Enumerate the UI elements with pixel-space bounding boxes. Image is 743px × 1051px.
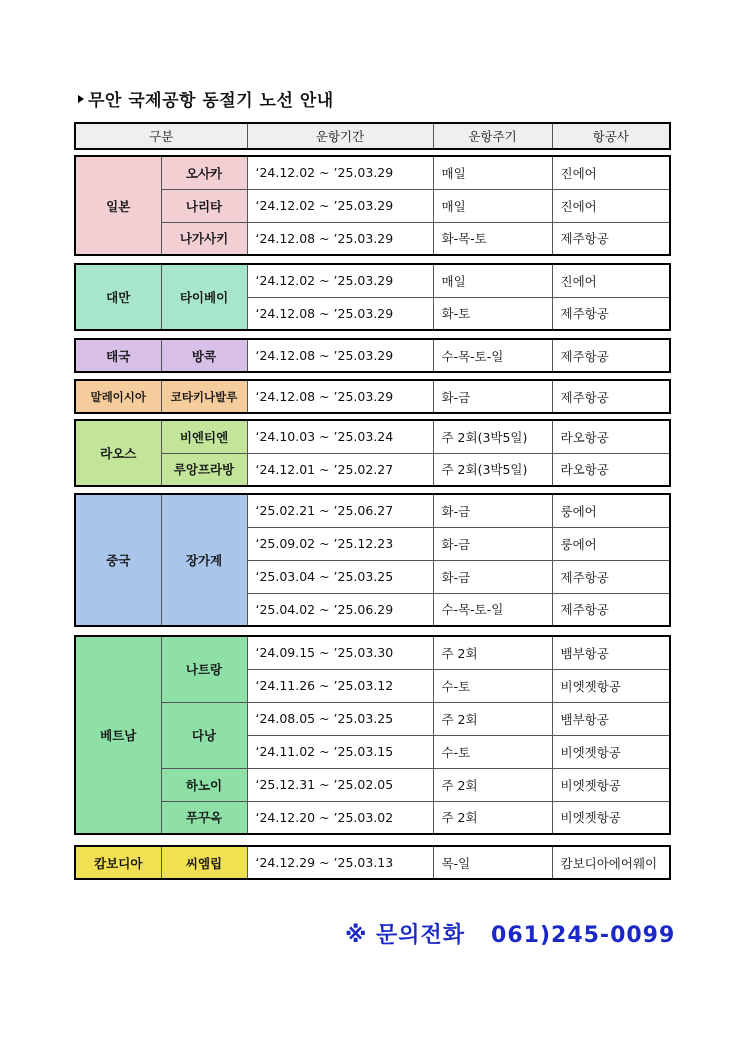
frequency-cell: 화-금 <box>433 527 552 560</box>
table-row <box>75 339 670 372</box>
frequency-cell: 화-금 <box>433 380 552 413</box>
country-cell: 캄보디아 <box>75 846 161 879</box>
airline-cell: 캄보디아에어웨이 <box>552 846 670 879</box>
city-cell: 하노이 <box>161 768 247 801</box>
city-cell: 코타키나발루 <box>161 380 247 413</box>
period-cell: ‘24.12.08 ~ ’25.03.29 <box>247 222 433 255</box>
frequency-cell: 화-금 <box>433 494 552 527</box>
frequency-cell: 수-목-토-일 <box>433 593 552 626</box>
frequency-cell: 매일 <box>433 264 552 297</box>
airline-cell: 제주항공 <box>552 380 670 413</box>
route-group-taiwan <box>74 263 671 331</box>
period-cell: ‘24.10.03 ~ ’25.03.24 <box>247 420 433 453</box>
route-group-japan <box>74 155 671 256</box>
period-cell: ‘24.12.08 ~ ’25.03.29 <box>247 339 433 372</box>
route-group-laos <box>74 419 671 487</box>
frequency-cell: 목-일 <box>433 846 552 879</box>
route-group-thailand <box>74 338 671 373</box>
airline-cell: 제주항공 <box>552 339 670 372</box>
city-cell: 장가계 <box>161 494 247 626</box>
period-cell: ‘25.09.02 ~ ’25.12.23 <box>247 527 433 560</box>
airline-cell: 진에어 <box>552 189 670 222</box>
city-cell: 나가사키 <box>161 222 247 255</box>
route-group-china <box>74 493 671 627</box>
frequency-cell: 주 2회(3박5일) <box>433 420 552 453</box>
frequency-cell: 화-토 <box>433 297 552 330</box>
period-cell: ‘24.12.08 ~ ’25.03.29 <box>247 297 433 330</box>
route-group-malaysia <box>74 379 671 414</box>
frequency-cell: 수-토 <box>433 735 552 768</box>
frequency-cell: 주 2회 <box>433 702 552 735</box>
period-cell: ‘24.12.29 ~ ’25.03.13 <box>247 846 433 879</box>
frequency-cell: 주 2회 <box>433 768 552 801</box>
header-period: 운항기간 <box>247 123 433 149</box>
country-cell: 중국 <box>75 494 161 626</box>
airline-cell: 뱀부항공 <box>552 636 670 669</box>
city-cell: 다낭 <box>161 702 247 768</box>
city-cell: 나트랑 <box>161 636 247 702</box>
table-row <box>75 156 670 189</box>
airline-cell: 진에어 <box>552 264 670 297</box>
airline-cell: 비엣젯항공 <box>552 669 670 702</box>
table-row <box>75 846 670 879</box>
table-row <box>75 420 670 453</box>
period-cell: ‘24.09.15 ~ ’25.03.30 <box>247 636 433 669</box>
period-cell: ‘25.12.31 ~ ’25.02.05 <box>247 768 433 801</box>
period-cell: ‘24.11.02 ~ ’25.03.15 <box>247 735 433 768</box>
period-cell: ‘25.03.04 ~ ’25.03.25 <box>247 560 433 593</box>
city-cell: 씨엠립 <box>161 846 247 879</box>
page-title: 무안 국제공항 동절기 노선 안내 <box>78 86 334 111</box>
frequency-cell: 수-토 <box>433 669 552 702</box>
table-row <box>75 453 670 486</box>
airline-cell: 비엣젯항공 <box>552 735 670 768</box>
country-cell: 일본 <box>75 156 161 255</box>
airline-cell: 뱀부항공 <box>552 702 670 735</box>
airline-cell: 제주항공 <box>552 222 670 255</box>
table-row <box>75 636 670 669</box>
period-cell: ‘24.12.08 ~ ’25.03.29 <box>247 380 433 413</box>
frequency-cell: 화-목-토 <box>433 222 552 255</box>
contact-phone: ※ 문의전화 061)245-0099 <box>345 923 676 948</box>
period-cell: ‘24.12.02 ~ ’25.03.29 <box>247 264 433 297</box>
period-cell: ‘24.08.05 ~ ’25.03.25 <box>247 702 433 735</box>
period-cell: ‘24.11.26 ~ ’25.03.12 <box>247 669 433 702</box>
table-row <box>75 189 670 222</box>
period-cell: ‘24.12.01 ~ ’25.02.27 <box>247 453 433 486</box>
header-category: 구분 <box>75 123 247 149</box>
airline-cell: 진에어 <box>552 156 670 189</box>
airline-cell: 비엣젯항공 <box>552 768 670 801</box>
frequency-cell: 주 2회 <box>433 636 552 669</box>
airline-cell: 제주항공 <box>552 560 670 593</box>
route-group-vietnam <box>74 635 671 835</box>
airline-cell: 제주항공 <box>552 593 670 626</box>
frequency-cell: 매일 <box>433 156 552 189</box>
country-cell: 말레이시아 <box>75 380 161 413</box>
airline-cell: 라오항공 <box>552 453 670 486</box>
country-cell: 태국 <box>75 339 161 372</box>
period-cell: ‘25.04.02 ~ ’25.06.29 <box>247 593 433 626</box>
header-airline: 항공사 <box>552 123 670 149</box>
triangle-bullet-icon <box>78 95 84 103</box>
table-row <box>75 380 670 413</box>
city-cell: 나리타 <box>161 189 247 222</box>
table-row <box>75 222 670 255</box>
airline-cell: 비엣젯항공 <box>552 801 670 834</box>
frequency-cell: 수-목-토-일 <box>433 339 552 372</box>
table-header <box>74 122 671 150</box>
frequency-cell: 화-금 <box>433 560 552 593</box>
city-cell: 방콕 <box>161 339 247 372</box>
city-cell: 루앙프라방 <box>161 453 247 486</box>
period-cell: ‘24.12.20 ~ ’25.03.02 <box>247 801 433 834</box>
frequency-cell: 매일 <box>433 189 552 222</box>
city-cell: 푸꾸옥 <box>161 801 247 834</box>
table-row <box>75 768 670 801</box>
table-row <box>75 702 670 735</box>
airline-cell: 라오항공 <box>552 420 670 453</box>
table-row <box>75 494 670 527</box>
route-group-cambodia <box>74 845 671 880</box>
period-cell: ‘24.12.02 ~ ’25.03.29 <box>247 156 433 189</box>
country-cell: 라오스 <box>75 420 161 486</box>
airline-cell: 제주항공 <box>552 297 670 330</box>
country-cell: 대만 <box>75 264 161 330</box>
header-frequency: 운항주기 <box>433 123 552 149</box>
city-cell: 비엔티엔 <box>161 420 247 453</box>
table-row <box>75 801 670 834</box>
airline-cell: 룽에어 <box>552 494 670 527</box>
period-cell: ‘24.12.02 ~ ’25.03.29 <box>247 189 433 222</box>
period-cell: ‘25.02.21 ~ ’25.06.27 <box>247 494 433 527</box>
country-cell: 베트남 <box>75 636 161 834</box>
frequency-cell: 주 2회 <box>433 801 552 834</box>
table-row <box>75 264 670 297</box>
airline-cell: 룽에어 <box>552 527 670 560</box>
city-cell: 타이베이 <box>161 264 247 330</box>
frequency-cell: 주 2회(3박5일) <box>433 453 552 486</box>
city-cell: 오사카 <box>161 156 247 189</box>
